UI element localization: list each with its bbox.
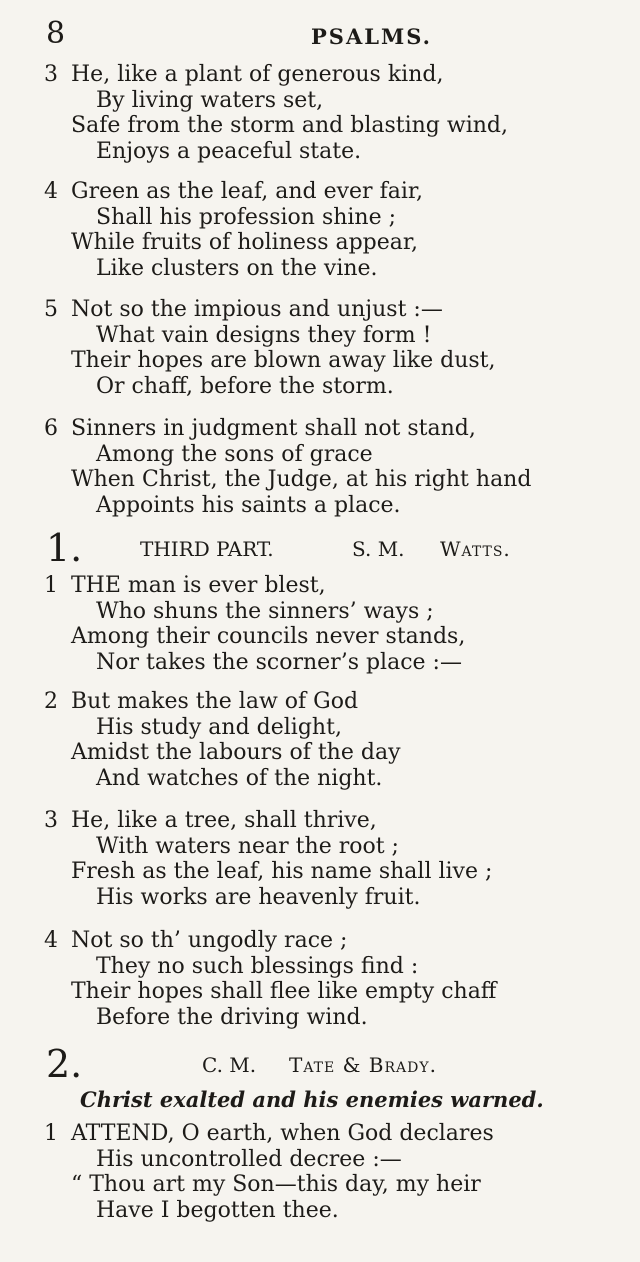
running-title: PSALMS.: [311, 24, 432, 49]
verse-line: And watches of the night.: [96, 765, 383, 791]
stanza-number: 4: [44, 928, 58, 953]
verse-line: Like clusters on the vine.: [96, 255, 378, 281]
verse-line: Shall his profession shine ;: [96, 204, 397, 230]
stanza-number: 3: [44, 808, 58, 833]
verse-line: Or chaff, before the storm.: [96, 373, 394, 399]
verse-line: “ Thou art my Son—this day, my heir: [71, 1172, 481, 1197]
hymn-1-heading: [44, 528, 624, 568]
hymn-subtitle: Christ exalted and his enemies warned.: [80, 1087, 544, 1112]
verse-line: But makes the law of God: [71, 689, 359, 714]
stanza: [44, 928, 624, 1030]
hymn-number: 1.: [46, 526, 83, 570]
stanza: [44, 689, 624, 791]
verse-line: Before the driving wind.: [96, 1004, 368, 1030]
verse-line: THE man is ever blest,: [71, 573, 326, 598]
verse-line: Have I begotten thee.: [96, 1197, 339, 1223]
stanza-number: 2: [44, 689, 58, 714]
hymn-part: THIRD PART.: [140, 537, 274, 561]
hymn-author: Tate & Brady.: [289, 1053, 437, 1077]
verse-line: They no such blessings find :: [96, 953, 419, 979]
verse-line: Green as the leaf, and ever fair,: [71, 179, 423, 204]
verse-line: Enjoys a peaceful state.: [96, 138, 362, 164]
verse-line: Among the sons of grace: [96, 441, 373, 467]
stanza-number: 5: [44, 297, 58, 322]
verse-line: Safe from the storm and blasting wind,: [71, 113, 508, 138]
verse-line: Nor takes the scorner’s place :—: [96, 649, 462, 675]
stanza: [44, 808, 624, 910]
verse-line: By living waters set,: [96, 87, 324, 113]
verse-line: Their hopes are blown away like dust,: [71, 348, 496, 373]
stanza-number: 3: [44, 62, 58, 87]
verse-line: ATTEND, O earth, when God declares: [71, 1121, 494, 1146]
verse-line: With waters near the root ;: [96, 833, 399, 859]
verse-line: Amidst the labours of the day: [71, 740, 401, 765]
verse-line: He, like a plant of generous kind,: [71, 62, 444, 87]
verse-line: He, like a tree, shall thrive,: [71, 808, 377, 833]
hymn-meter: C. M.: [202, 1053, 257, 1077]
verse-line: Not so th’ ungodly race ;: [71, 928, 348, 953]
verse-line: While fruits of holiness appear,: [71, 230, 418, 255]
stanza: [44, 297, 624, 399]
verse-line: Among their councils never stands,: [71, 624, 466, 649]
verse-line: Who shuns the sinners’ ways ;: [96, 598, 434, 624]
stanza: [44, 573, 624, 675]
verse-line: His study and delight,: [96, 714, 342, 740]
stanza-number: 1: [44, 573, 58, 598]
page-header: [46, 16, 586, 52]
verse-line: Fresh as the leaf, his name shall live ;: [71, 859, 493, 884]
verse-line: What vain designs they form !: [96, 322, 432, 348]
stanza: [44, 62, 624, 164]
verse-line: His uncontrolled decree :—: [96, 1146, 402, 1172]
stanza-number: 1: [44, 1121, 58, 1146]
verse-line: Not so the impious and unjust :—: [71, 297, 443, 322]
stanza: [44, 1121, 624, 1223]
stanza: [44, 416, 624, 518]
hymn-2-heading: [44, 1044, 624, 1084]
verse-line: Sinners in judgment shall not stand,: [71, 416, 476, 441]
page-number: 8: [46, 16, 66, 51]
stanza-number: 4: [44, 179, 58, 204]
hymn-author: Watts.: [440, 537, 511, 561]
verse-line: His works are heavenly fruit.: [96, 884, 421, 910]
stanza-number: 6: [44, 416, 58, 441]
verse-line: Appoints his saints a place.: [96, 492, 401, 518]
hymn-number: 2.: [46, 1042, 83, 1086]
stanza: [44, 179, 624, 281]
verse-line: Their hopes shall flee like empty chaff: [71, 979, 497, 1004]
hymn-meter: S. M.: [352, 537, 405, 561]
verse-line: When Christ, the Judge, at his right hand: [71, 467, 532, 492]
